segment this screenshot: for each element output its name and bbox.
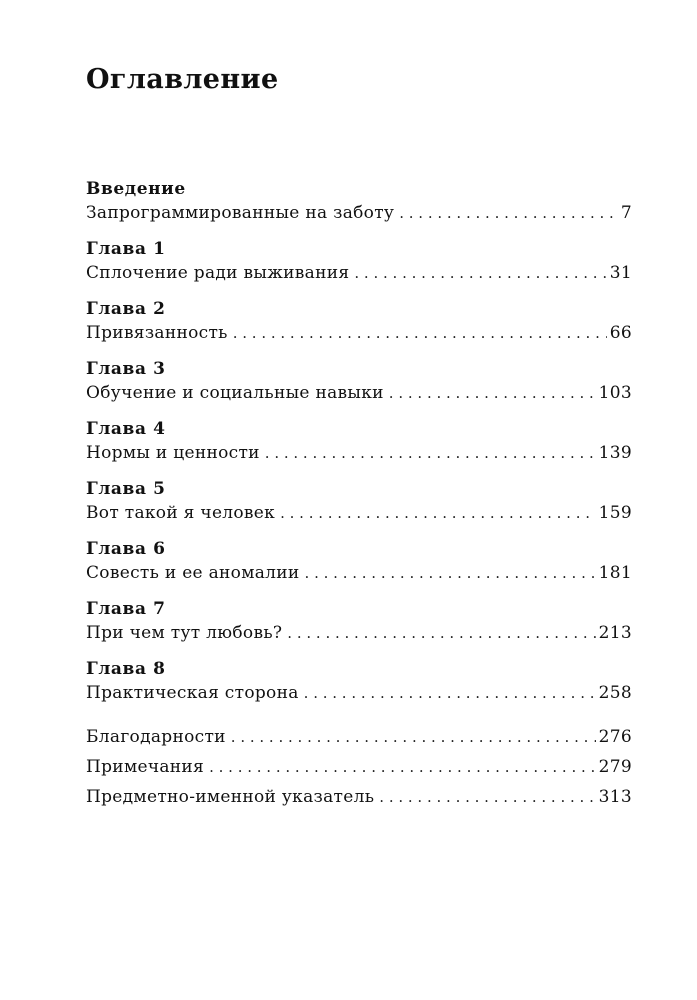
toc-entry-title: Обучение и социальные навыки [86,383,384,403]
toc-page-number: 279 [598,757,632,777]
dot-leader [287,621,595,645]
toc-entry-line[interactable] [86,561,632,585]
toc-entry-title: Вот такой я человек [86,503,276,523]
toc-entry-chapter-8 [86,657,632,705]
toc-page-number: 66 [609,323,632,343]
dot-leader [399,201,618,225]
toc-entry-title: Совесть и ее аномалии [86,563,300,583]
dot-leader [354,261,606,285]
toc-entry-line[interactable] [86,201,632,225]
dot-leader [389,381,596,405]
toc-entry-line[interactable] [86,381,632,405]
toc-entry-title: Нормы и ценности [86,443,260,463]
toc-entry-line[interactable] [86,441,632,465]
toc-entry-title: Сплочение ради выживания [86,263,350,283]
toc-entry-title: Практическая сторона [86,683,299,703]
toc-entry-title: Привязанность [86,323,228,343]
table-of-contents [86,177,632,815]
toc-entry-heading: Глава 2 [86,299,166,319]
toc-entry-notes[interactable] [86,755,632,779]
toc-entry-chapter-3 [86,357,632,405]
dot-leader [231,725,596,749]
toc-entry-introduction [86,177,632,225]
toc-entry-heading: Глава 7 [86,599,166,619]
dot-leader [209,755,596,779]
toc-entry-line[interactable] [86,321,632,345]
dot-leader [265,441,596,465]
toc-page-number: 181 [598,563,632,583]
toc-entry-heading: Глава 3 [86,359,166,379]
toc-entry-index[interactable] [86,785,632,809]
dot-leader [280,501,596,525]
toc-entry-heading: Глава 5 [86,479,166,499]
toc-entry-line[interactable] [86,261,632,285]
toc-entry-heading: Глава 4 [86,419,166,439]
toc-entry-chapter-7 [86,597,632,645]
toc-page-number: 31 [609,263,632,283]
toc-entry-chapter-5 [86,477,632,525]
toc-entry-heading: Глава 6 [86,539,166,559]
back-matter [86,725,632,809]
toc-page-number: 7 [620,203,632,223]
toc-entry-title: Примечания [86,757,205,777]
toc-entry-chapter-6 [86,537,632,585]
toc-entry-title: Запрограммированные на заботу [86,203,395,223]
toc-entry-acknowledgements[interactable] [86,725,632,749]
toc-page-number: 276 [598,727,632,747]
dot-leader [305,561,596,585]
toc-page-number: 258 [598,683,632,703]
toc-entry-heading: Глава 8 [86,659,166,679]
toc-entry-chapter-2 [86,297,632,345]
toc-entry-line[interactable] [86,501,632,525]
toc-page-number: 139 [598,443,632,463]
toc-entry-title: При чем тут любовь? [86,623,283,643]
toc-entry-chapter-1 [86,237,632,285]
toc-entry-chapter-4 [86,417,632,465]
toc-page-number: 103 [598,383,632,403]
toc-page-number: 159 [598,503,632,523]
dot-leader [233,321,607,345]
dot-leader [379,785,595,809]
dot-leader [304,681,596,705]
toc-entry-line[interactable] [86,681,632,705]
toc-entry-title: Предметно-именной указатель [86,787,375,807]
toc-entry-line[interactable] [86,621,632,645]
toc-entry-title: Благодарности [86,727,226,747]
toc-entry-heading: Глава 1 [86,239,166,259]
page-title: Оглавление [86,64,279,95]
toc-page-number: 213 [598,623,632,643]
toc-entry-heading: Введение [86,179,186,199]
toc-page-number: 313 [598,787,632,807]
